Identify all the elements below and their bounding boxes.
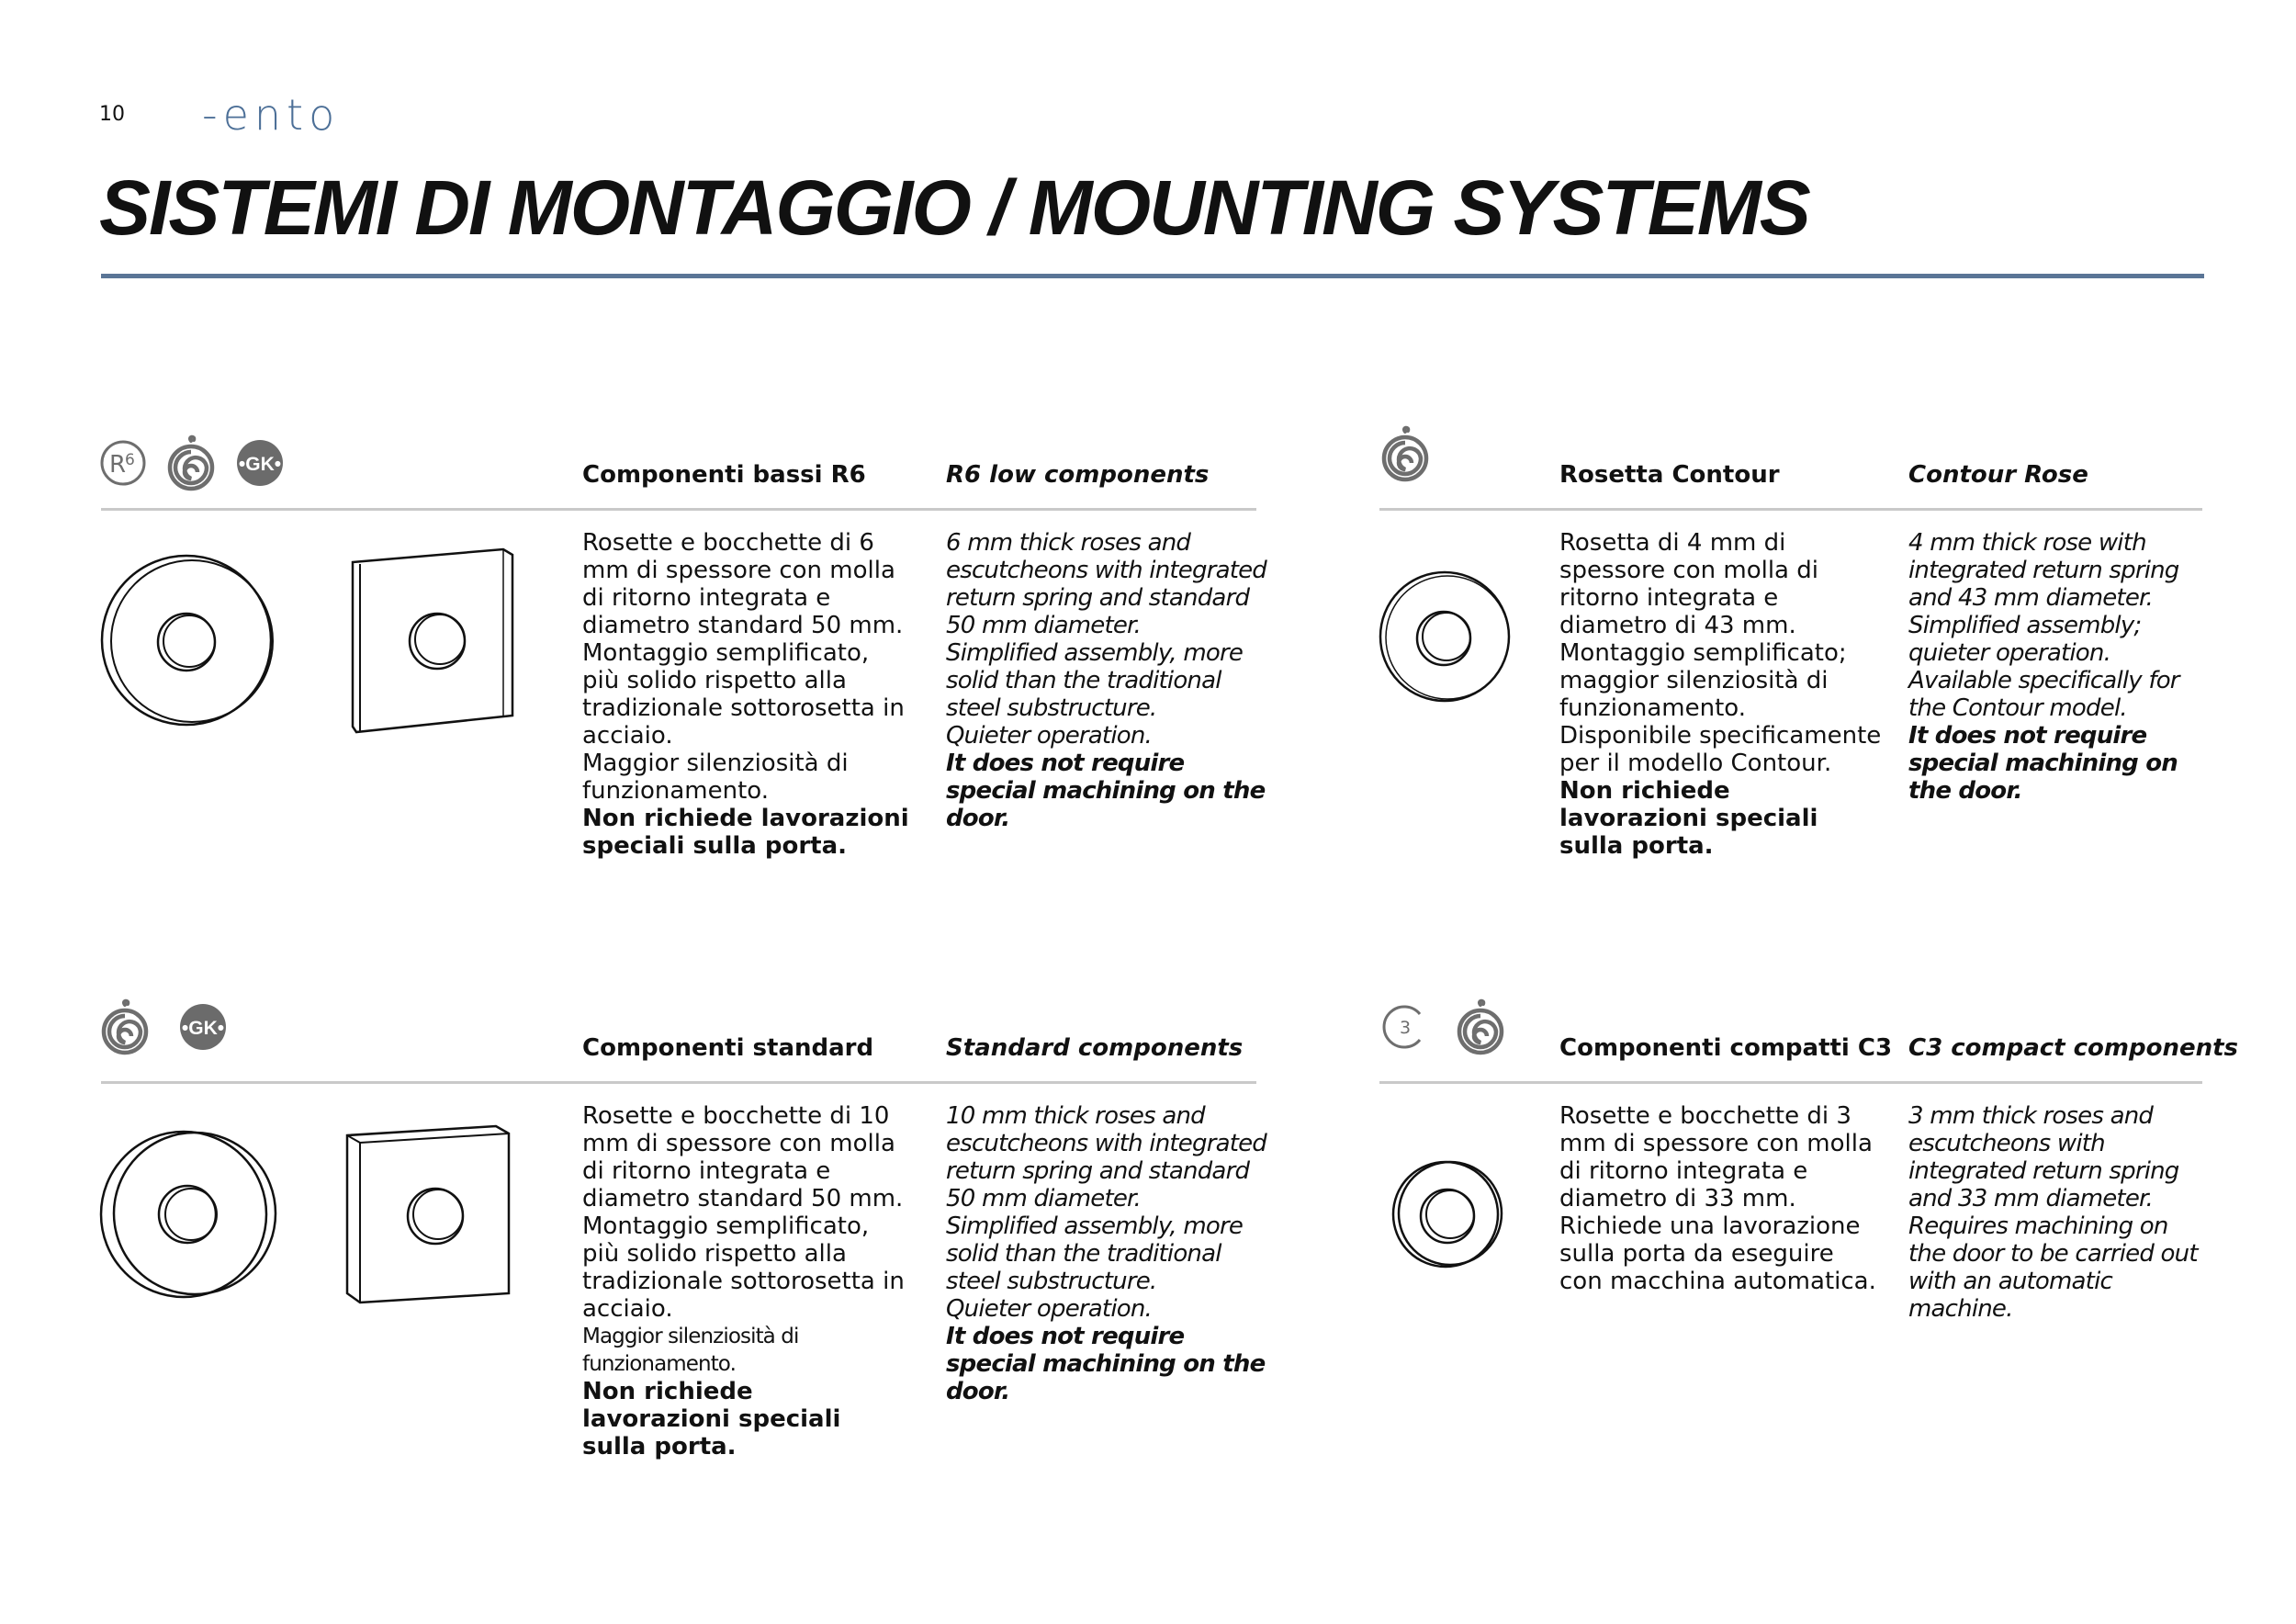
r6-description-en <box>946 529 1267 832</box>
contour-description-en <box>1908 529 2204 805</box>
r6-it-p2: Montaggio semplificato, più solido rispetto alla tradizionale sottorosetta in acciaio. <box>582 639 905 750</box>
page-number: 10 <box>99 103 125 126</box>
c3-rose-illustration <box>1390 1157 1506 1271</box>
contour-title-it: Rosetta Contour <box>1559 461 1780 489</box>
gk-icon <box>235 438 285 488</box>
contour-divider <box>1379 508 2202 511</box>
r6-icon <box>99 439 147 487</box>
standard-icon-row <box>99 998 228 1056</box>
r6-en-p4: It does not require special machining on the door. <box>946 750 1266 832</box>
contour-icon-row <box>1379 424 1431 483</box>
contour-en-p2: It does not require special machining on the door. <box>1908 722 2178 805</box>
standard-en-p1: 10 mm thick roses and escutcheons with integrated return spring and standard 50 mm diameter. <box>946 1102 1267 1212</box>
c3-icon-row <box>1379 998 1506 1056</box>
standard-en-p2: Simplified assembly, more solid than the traditional steel substructure. <box>946 1212 1244 1295</box>
r6-it-p4: Non richiede lavorazioni speciali sulla porta. <box>582 805 909 860</box>
standard-en-p3: Quieter operation. <box>946 1295 1153 1323</box>
r6-description-it <box>582 529 913 860</box>
title-divider <box>101 274 2204 278</box>
svg-text:6: 6 <box>125 451 135 469</box>
c3-description-it <box>1559 1102 1883 1295</box>
contour-description-it <box>1559 529 1883 860</box>
page-title: SISTEMI DI MONTAGGIO / MOUNTING SYSTEMS <box>99 164 1809 251</box>
contour-it-p1: Rosetta di 4 mm di spessore con molla di ritorno integrata e diametro di 43 mm. <box>1559 529 1818 639</box>
standard-rose-illustration <box>99 1124 281 1304</box>
r6-en-p1: 6 mm thick roses and escutcheons with integrated return spring and standard 50 mm diameter. <box>946 529 1267 639</box>
c3-title-en: C3 compact components <box>1908 1034 2239 1062</box>
gk-icon <box>178 1002 228 1052</box>
c3-divider <box>1379 1081 2202 1084</box>
standard-title-en: Standard components <box>946 1034 1244 1062</box>
r6-en-p3: Quieter operation. <box>946 722 1153 750</box>
standard-it-p2: Maggior silenziosità di funzionamento. <box>582 1325 799 1376</box>
contour-rose-illustration <box>1378 568 1514 705</box>
spring-icon <box>165 434 217 492</box>
c3-description-en <box>1908 1102 2204 1323</box>
r6-icon-row <box>99 434 285 492</box>
spring-icon <box>1379 424 1431 483</box>
contour-title-en: Contour Rose <box>1908 461 2088 489</box>
svg-text:•GK•: •GK• <box>238 454 282 475</box>
contour-it-p4: Non richiede lavorazioni speciali sulla porta. <box>1559 777 1818 860</box>
c3-it-p1: Rosette e bocchette di 3 mm di spessore con molla di ritorno integrata e diametro di 33 mm. <box>1559 1102 1873 1212</box>
c3-en-p2: Requires machining on the door to be carried out with an automatic machine. <box>1908 1212 2198 1323</box>
r6-divider <box>101 508 1256 511</box>
r6-escutcheon-illustration <box>347 546 518 737</box>
standard-en-p4: It does not require special machining on the door. <box>946 1323 1266 1405</box>
standard-it-p1: Rosette e bocchette di 10 mm di spessore con molla di ritorno integrata e diametro standard 50 mm. Montaggio semplificato, più solido rispetto alla tradizionale sottorosetta in acciaio. <box>582 1102 905 1323</box>
standard-title-it: Componenti standard <box>582 1034 874 1062</box>
contour-it-p3: Disponibile specificamente per il modello Contour. <box>1559 722 1882 777</box>
contour-en-p1: 4 mm thick rose with integrated return spring and 43 mm diameter. Simplified assembly; quieter operation. Available specifically for the Contour model. <box>1908 529 2179 722</box>
r6-en-p2: Simplified assembly, more solid than the traditional steel substructure. <box>946 639 1244 722</box>
r6-it-p3: Maggior silenziosità di funzionamento. <box>582 750 849 805</box>
c3-title-it: Componenti compatti C3 <box>1559 1034 1893 1062</box>
r6-title-en: R6 low components <box>946 461 1210 489</box>
brand-logo: -ento <box>202 90 341 140</box>
svg-text:3: 3 <box>1399 1018 1412 1038</box>
r6-rose-illustration <box>99 551 274 730</box>
standard-divider <box>101 1081 1256 1084</box>
svg-text:R: R <box>109 451 127 479</box>
r6-title-it: Componenti bassi R6 <box>582 461 866 489</box>
standard-it-p3: Non richiede lavorazioni speciali sulla porta. <box>582 1378 841 1460</box>
standard-escutcheon-illustration <box>342 1121 514 1306</box>
c3-it-p2: Richiede una lavorazione sulla porta da eseguire con macchina automatica. <box>1559 1212 1876 1295</box>
contour-it-p2: Montaggio semplificato; maggior silenziosità di funzionamento. <box>1559 639 1847 722</box>
c3-icon <box>1379 1003 1427 1051</box>
standard-description-en <box>946 1102 1267 1405</box>
c3-en-p1: 3 mm thick roses and escutcheons with integrated return spring and 33 mm diameter. <box>1908 1102 2179 1212</box>
spring-icon <box>99 998 151 1056</box>
r6-it-p1: Rosette e bocchette di 6 mm di spessore con molla di ritorno integrata e diametro standard 50 mm. <box>582 529 904 639</box>
standard-description-it <box>582 1102 906 1460</box>
spring-icon <box>1455 998 1506 1056</box>
svg-text:•GK•: •GK• <box>181 1018 225 1039</box>
